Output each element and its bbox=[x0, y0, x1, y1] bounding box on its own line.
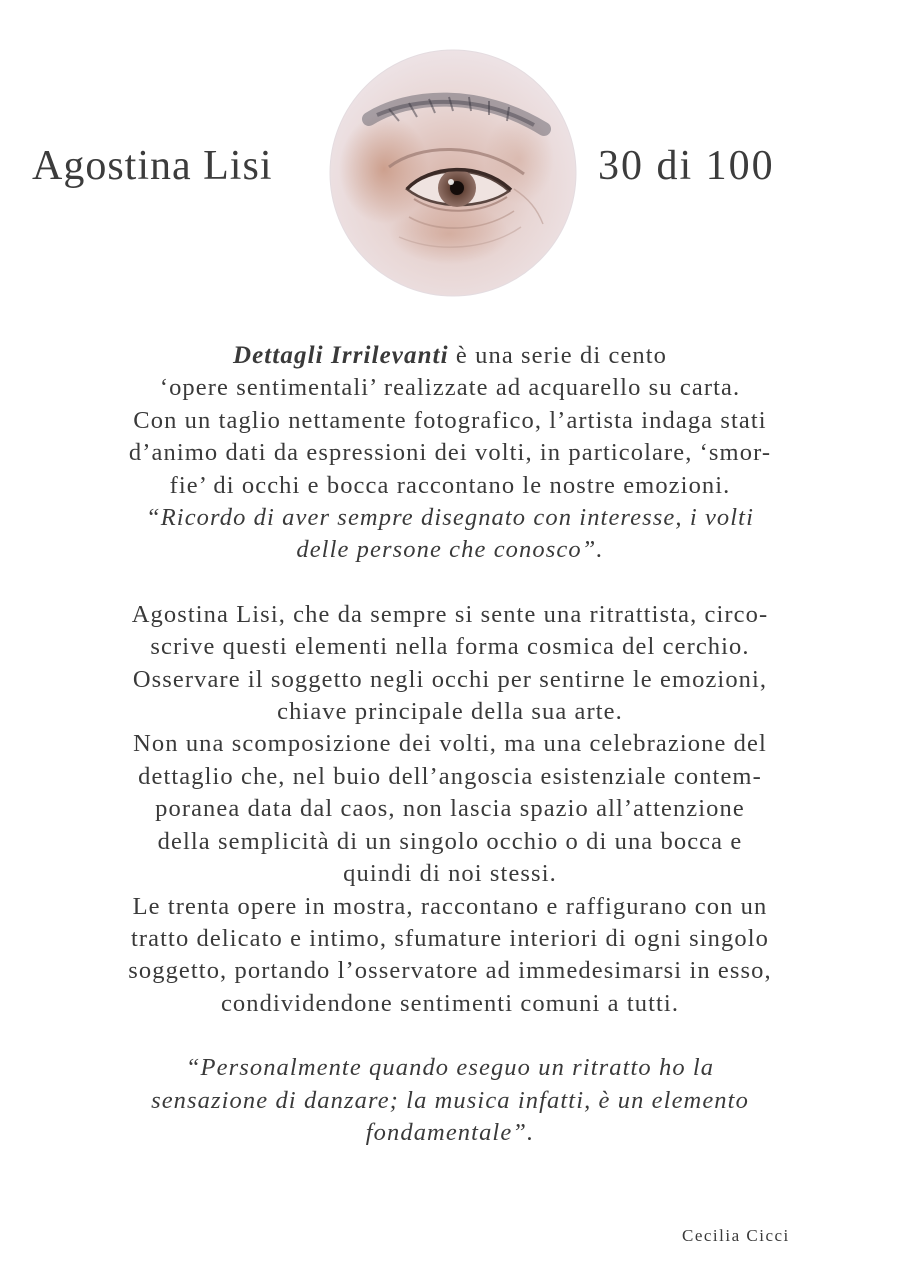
author-signature: Cecilia Cicci bbox=[682, 1226, 790, 1245]
body-line-1: Agostina Lisi, che da sempre si sente una ritrattista, circo- bbox=[131, 600, 769, 628]
body-line-4: chiave principale della sua arte. bbox=[277, 698, 623, 726]
closing-quote-line-2: sensazione di danzare; la musica infatti, è un elemento bbox=[151, 1086, 749, 1114]
body-line-10: Le trenta opere in mostra, raccontano e raffigurano con un bbox=[132, 892, 768, 920]
paragraph-spacer bbox=[40, 567, 860, 599]
intro-quote-line-2: delle persone che conosco”. bbox=[296, 536, 604, 564]
paragraph-spacer bbox=[40, 1020, 860, 1052]
artist-name: Agostina Lisi bbox=[32, 143, 273, 189]
body-line-9: quindi di noi stessi. bbox=[343, 860, 557, 888]
body-line-2: scrive questi elementi nella forma cosmica del cerchio. bbox=[150, 633, 750, 661]
intro-quote-line-1: “Ricordo di aver sempre disegnato con interesse, i volti bbox=[146, 504, 754, 532]
article-body bbox=[40, 340, 860, 1149]
series-title: Dettagli Irrilevanti bbox=[232, 342, 449, 369]
body-line-11: tratto delicato e intimo, sfumature interiori di ogni singolo bbox=[131, 924, 769, 952]
body-line-6: dettaglio che, nel buio dell’angoscia esistenziale contem- bbox=[138, 762, 762, 790]
body-line-3: Osservare il soggetto negli occhi per sentirne le emozioni, bbox=[132, 665, 768, 693]
body-line-13: condividendone sentimenti comuni a tutti. bbox=[220, 989, 680, 1017]
eye-watercolor-icon bbox=[329, 49, 577, 297]
body-line-7: poranea data dal caos, non lascia spazio all’attenzione bbox=[155, 795, 745, 823]
intro-line-1 bbox=[40, 340, 860, 372]
body-line-8: della semplicità di un singolo occhio o di una bocca e bbox=[157, 827, 743, 855]
intro-line-5: fie’ di occhi e bocca raccontano le nostre emozioni. bbox=[169, 471, 731, 499]
body-line-5: Non una scomposizione dei volti, ma una celebrazione del bbox=[133, 730, 767, 758]
edition-number: 30 di 100 bbox=[598, 143, 775, 189]
closing-quote-line-3: fondamentale”. bbox=[365, 1118, 535, 1146]
closing-quote-line-1: “Personalmente quando eseguo un ritratto ho la bbox=[185, 1054, 715, 1082]
intro-line-2: ‘opere sentimentali’ realizzate ad acquarello su carta. bbox=[159, 374, 741, 402]
body-line-12: soggetto, portando l’osservatore ad immedesimarsi in esso, bbox=[128, 957, 772, 985]
intro-line-3: Con un taglio nettamente fotografico, l’artista indaga stati bbox=[133, 406, 767, 434]
intro-line-1-text: è una serie di cento bbox=[448, 342, 668, 369]
intro-line-4: d’animo dati da espressioni dei volti, in particolare, ‘smor- bbox=[128, 439, 772, 467]
